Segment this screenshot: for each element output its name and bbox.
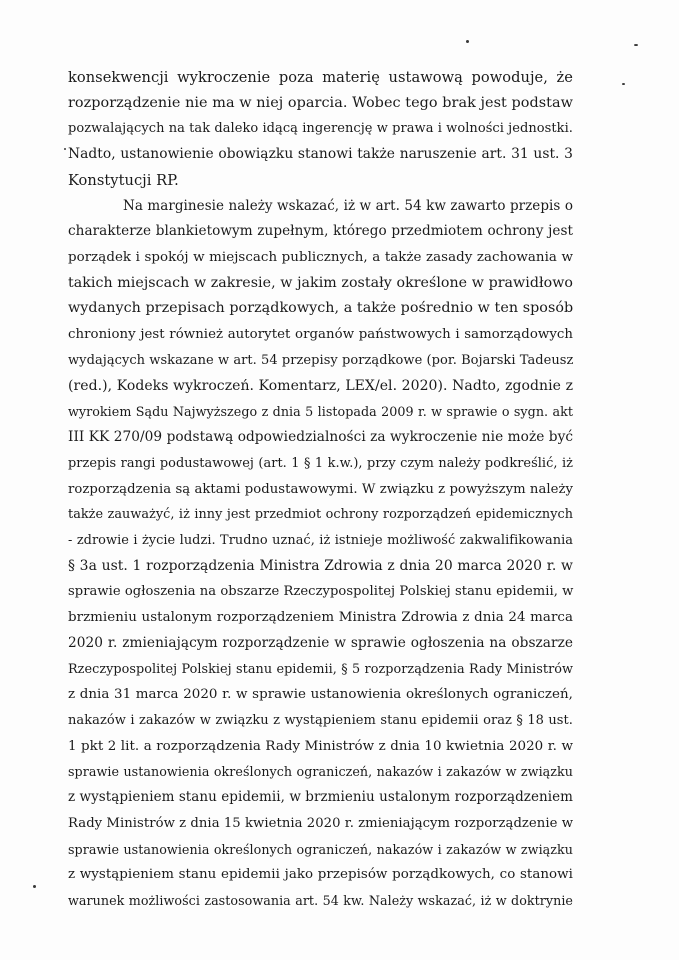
text-line: z wystąpieniem stanu epidemii, w brzmieniu ustalonym rozporządzeniem	[68, 789, 573, 806]
scan-speck	[33, 885, 36, 888]
text-line: - zdrowie i życie ludzi. Trudno uznać, iż istnieje możliwość zakwalifikowania	[68, 532, 573, 548]
text-line: charakterze blankietowym zupełnym, którego przedmiotem ochrony jest	[68, 223, 573, 240]
text-line: 1 pkt 2 lit. a rozporządzenia Rady Ministrów z dnia 10 kwietnia 2020 r. w	[68, 738, 573, 754]
text-line: Rady Ministrów z dnia 15 kwietnia 2020 r. zmieniającym rozporządzenie w	[68, 815, 574, 831]
text-line: (red.), Kodeks wykroczeń. Komentarz, LEX/el. 2020). Nadto, zgodnie z	[68, 377, 573, 394]
text-line: warunek możliwości zastosowania art. 54 kw. Należy wskazać, iż w doktrynie	[68, 893, 573, 908]
text-line: konsekwencji wykroczenie poza materię ustawową powoduje, że	[68, 69, 573, 86]
text-line: § 3a ust. 1 rozporządzenia Ministra Zdrowia z dnia 20 marca 2020 r. w	[68, 557, 573, 574]
text-line: takich miejscach w zakresie, w jakim zostały określone w prawidłowo	[68, 274, 573, 291]
text-line: Nadto, ustanowienie obowiązku stanowi także naruszenie art. 31 ust. 3	[68, 146, 573, 163]
scan-speck	[634, 44, 638, 46]
scan-speck	[64, 148, 66, 150]
text-line: porządek i spokój w miejscach publicznych, a także zasady zachowania w	[68, 250, 573, 266]
text-line: wyrokiem Sądu Najwyższego z dnia 5 listopada 2009 r. w sprawie o sygn. akt	[68, 404, 573, 420]
document-body	[68, 65, 573, 914]
text-line: 2020 r. zmieniającym rozporządzenie w sprawie ogłoszenia na obszarze	[68, 634, 573, 651]
text-line: rozporządzenia są aktami podustawowymi. W związku z powyższym należy	[68, 481, 573, 497]
paragraph-1	[68, 65, 573, 194]
text-line: Na marginesie należy wskazać, iż w art. 54 kw zawarto przepis o	[123, 197, 573, 214]
text-line: rozporządzenie nie ma w niej oparcia. Wobec tego brak jest podstaw	[68, 94, 573, 111]
text-line: także zauważyć, iż inny jest przedmiot ochrony rozporządzeń epidemicznych	[68, 507, 573, 523]
scan-speck	[466, 40, 469, 43]
text-line: nakazów i zakazów w związku z wystąpieniem stanu epidemii oraz § 18 ust.	[68, 712, 573, 728]
text-line: chroniony jest również autorytet organów państwowych i samorządowych	[68, 327, 573, 343]
text-line: Konstytucji RP.	[68, 171, 179, 189]
text-line: sprawie ogłoszenia na obszarze Rzeczypospolitej Polskiej stanu epidemii, w	[68, 584, 574, 600]
text-line: z dnia 31 marca 2020 r. w sprawie ustanowienia określonych ograniczeń,	[68, 687, 573, 703]
text-line: przepis rangi podustawowej (art. 1 § 1 k.w.), przy czym należy podkreślić, iż	[68, 455, 573, 471]
text-line: III KK 270/09 podstawą odpowiedzialności za wykroczenie nie może być	[68, 429, 574, 446]
text-line: wydanych przepisach porządkowych, a także pośrednio w ten sposób	[68, 300, 574, 317]
scan-speck	[622, 83, 625, 85]
paragraph-2	[68, 194, 573, 914]
text-line: brzmieniu ustalonym rozporządzeniem Ministra Zdrowia z dnia 24 marca	[68, 610, 573, 626]
text-line: wydających wskazane w art. 54 przepisy porządkowe (por. Bojarski Tadeusz	[68, 352, 574, 368]
text-line: z wystąpieniem stanu epidemii jako przepisów porządkowych, co stanowi	[68, 867, 573, 883]
text-line: Rzeczypospolitej Polskiej stanu epidemii, § 5 rozporządzenia Rady Ministrów	[68, 661, 573, 677]
text-line: sprawie ustanowienia określonych ograniczeń, nakazów i zakazów w związku	[68, 841, 573, 857]
text-line: pozwalających na tak daleko idącą ingerencję w prawa i wolności jednostki.	[68, 121, 573, 137]
text-line: sprawie ustanowienia określonych ograniczeń, nakazów i zakazów w związku	[68, 764, 573, 780]
